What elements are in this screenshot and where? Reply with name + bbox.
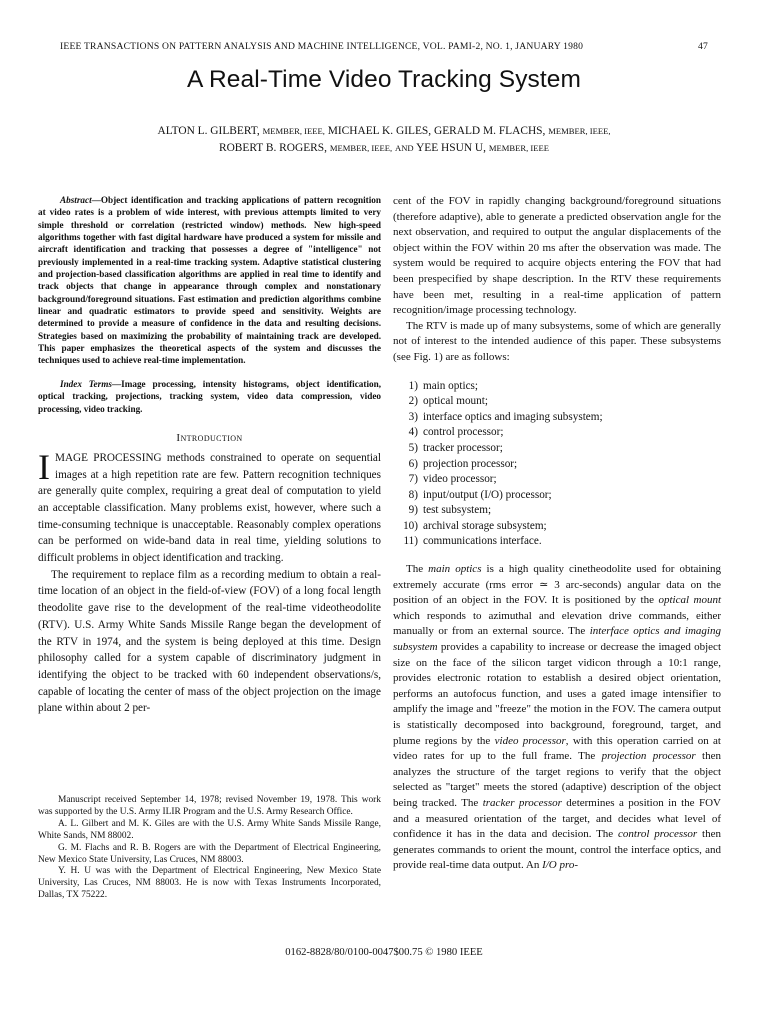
- list-item-number: 2): [408, 395, 418, 408]
- right-paragraph-1: cent of the FOV in rapidly changing background/foreground situations (therefore adaptive), able to generate a predicted observation angle for the next observation, and required to output the angular displacements of the object within the FOV within 20 ms after the observation was made. The system would be required to acquire objects entering the FOV that had been prespecified by shape description. In the RTV these requirements have been met, resulting in a real-time application of pattern recognition/image processing technology.: [393, 195, 721, 317]
- index-terms-label: Index Terms: [60, 378, 112, 389]
- intro-paragraph-2: The requirement to replace film as a recording medium to obtain a real-time location of an object in the field-of-view (FOV) of a long focal length theodolite gave rise to the development of the real-time videotheodolite (RTV). U.S. Army White Sands Missile Range began the development of the RTV in 1974, and the system is being deployed at this time. Design philosophy called for a system capable of discriminatory judgment in identifying the object to be tracked with 60 independent observations/s, capable of locating the center of mass of the object projection on the image plane within about 2 per-: [38, 568, 381, 715]
- author-conjunction: AND: [395, 143, 414, 153]
- text-run: , with this operation carried on at video rates for up to the full frame. The: [393, 734, 721, 763]
- list-item-text: video processor;: [423, 473, 497, 486]
- list-item-text: communications interface.: [423, 535, 542, 548]
- drop-cap: I: [38, 446, 50, 487]
- list-item-number: 7): [408, 473, 418, 486]
- list-item: [393, 410, 721, 426]
- emphasized-term: video processor: [494, 734, 566, 747]
- list-item-number: 6): [408, 457, 418, 470]
- emphasized-term: I/O pro-: [542, 859, 579, 872]
- footnote: A. L. Gilbert and M. K. Giles are with the U.S. Army White Sands Missile Range, White Sands, NM 88002.: [38, 818, 381, 841]
- text-run: determines a position in the FOV and a measured orientation of the target, and decides what level of confidence it has in the data and decision. The: [393, 796, 721, 841]
- index-terms: [38, 378, 381, 415]
- list-item-number: 3): [408, 410, 418, 423]
- left-column: [38, 194, 381, 717]
- right-paragraph-2: The RTV is made up of many subsystems, some of which are generally not of interest to the intended audience of this paper. These subsystems (see Fig. 1) are as follows:: [393, 319, 721, 363]
- abstract: [38, 194, 381, 367]
- text-run: then analyzes the structure of the target regions to verify that the object selected as "target" meets the stored (adaptive) description of the object being tracked. The: [393, 750, 721, 809]
- list-item-text: optical mount;: [423, 395, 488, 408]
- list-item-number: 4): [408, 426, 418, 439]
- footnote: G. M. Flachs and R. B. Rogers are with the Department of Electrical Engineering, New Mexico State University, Las Cruces, NM 88003.: [38, 842, 381, 865]
- list-item-text: main optics;: [423, 379, 478, 392]
- list-item-number: 8): [408, 488, 418, 501]
- text-run: is a high quality cinetheodolite used for obtaining extremely accurate (rms error ≃ 3 arc-seconds) angular data on the position of an object in the FOV. It is positioned by the: [393, 563, 721, 607]
- list-item: [393, 394, 721, 410]
- text-run: then generates commands to orient the mount, control the interface optics, and provide real-time data output. An: [393, 828, 721, 872]
- author-line-1: [60, 123, 708, 140]
- list-item: [393, 425, 721, 441]
- list-item-text: interface optics and imaging subsystem;: [423, 410, 603, 423]
- abstract-text: —Object identification and tracking applications of pattern recognition at video rates is a problem of wide interest, with previous attempts limited to very simple threshold or correlation (restricted window) methods. New high-speed algorithms together with fast digital hardware have produced a system for missile and aircraft identification and tracking that possesses a degree of "intelligence" not previously implemented in a real-time tracking system. Adaptive statistical clustering and projection-based classification algorithms are applied in real time to identify and track objects that change in appearance through complex and nonstationary background/foreground situations. Fast estimation and prediction algorithms combine linear and quadratic estimators to provide speed and sensitivity. Weights are determined to provide a measure of confidence in the data and resulting decisions. Strategies based on maximizing the probability of maintaining track are developed. This paper emphasizes the theoretical aspects of the system and discusses the techniques used to achieve real-time implementation.: [38, 195, 381, 366]
- subsystem-list: [393, 379, 721, 551]
- author-name: YEE HSUN U,: [416, 142, 486, 154]
- right-column: [393, 194, 721, 874]
- author-name: GERALD M. FLACHS,: [433, 125, 546, 137]
- list-item-text: test subsystem;: [423, 504, 492, 517]
- text-run: which responds to azimuthal and elevation drive commands, either manually or from an external source. The: [393, 609, 721, 638]
- abstract-label: Abstract: [60, 195, 92, 205]
- list-item-number: 5): [408, 441, 418, 454]
- intro-paragraph-1-text: MAGE PROCESSING methods constrained to operate on sequential images at a high repetition rate are few. Pattern recognition techniques are generally quite complex, requiring a great deal of computation to yield an acceptable classification. Many problems exist, however, where such a time-consuming technique is unacceptable. Reasonably complex operations can be performed on wide-band data in real time, yielding solutions to difficult problems in object identification and tracking.: [38, 451, 381, 565]
- emphasized-term: optical mount: [658, 594, 721, 607]
- list-item-number: 11): [403, 535, 418, 548]
- emphasized-term: interface optics and imaging subsystem: [393, 625, 721, 654]
- index-terms-text: —Image processing, intensity histograms, object identification, optical tracking, projections, tracking system, video data compression, video processing, video tracking.: [38, 378, 381, 414]
- section-heading-introduction: Introduction: [176, 431, 243, 444]
- list-item-number: 1): [408, 379, 418, 392]
- footnotes: [38, 795, 381, 902]
- author-name: ROBERT B. ROGERS,: [218, 142, 327, 154]
- paper-title: A Real-Time Video Tracking System: [186, 66, 582, 93]
- list-item: [393, 457, 721, 473]
- list-item-text: projection processor;: [423, 457, 518, 470]
- list-item: [393, 519, 721, 535]
- list-item-text: control processor;: [423, 426, 504, 439]
- introduction-body: [38, 446, 381, 717]
- list-item: [393, 503, 721, 519]
- right-body: [393, 194, 721, 366]
- footnote: Y. H. U was with the Department of Electrical Engineering, New Mexico State University, Las Cruces, NM 88003. He is now with Texas Instruments Incorporated, Dallas, TX 75222.: [38, 866, 381, 901]
- author-list: [60, 123, 708, 157]
- intro-paragraph-1: [38, 446, 381, 567]
- copyright-footer: 0162-8828/80/0100-0047$00.75 © 1980 IEEE: [285, 947, 483, 958]
- page-number: 47: [698, 41, 708, 52]
- emphasized-term: tracker processor: [482, 796, 562, 809]
- emphasized-term: main optics: [428, 563, 482, 576]
- list-item-number: 10): [403, 519, 418, 532]
- text-run: The: [406, 563, 429, 576]
- emphasized-term: control processor: [618, 828, 698, 841]
- list-item-text: input/output (I/O) processor;: [423, 488, 552, 501]
- author-membership: MEMBER, IEEE: [488, 143, 550, 153]
- text-run: provides a capability to increase or decrease the imaged object size on the face of the silicon target vidicon through a 10:1 range, provides electronic rotation to establish a desired object orientation, performs an autofocus function, and uses a gated image intensifier to amplify the image and "freeze" the motion in the FOV. The camera output is statistically decomposed into background, foreground, target, and plume regions by the: [393, 641, 721, 747]
- list-item-text: archival storage subsystem;: [423, 519, 547, 532]
- running-head: [60, 41, 708, 52]
- author-membership: MEMBER, IEEE,: [262, 126, 325, 136]
- right-paragraph-3: [393, 562, 721, 874]
- footnote: Manuscript received September 14, 1978; revised November 19, 1978. This work was supported by the U.S. Army ILIR Program and the U.S. Army Research Office.: [38, 795, 381, 817]
- list-item: [393, 379, 721, 395]
- list-item-text: tracker processor;: [423, 441, 503, 454]
- list-item-number: 9): [408, 504, 418, 517]
- list-item: [393, 472, 721, 488]
- author-membership: MEMBER, IEEE,: [329, 143, 393, 153]
- author-name: MICHAEL K. GILES,: [327, 125, 432, 137]
- author-line-2: [60, 140, 708, 157]
- emphasized-term: projection processor: [601, 750, 696, 763]
- list-item: [393, 534, 721, 550]
- list-item: [393, 441, 721, 457]
- list-item: [393, 488, 721, 504]
- author-membership: MEMBER, IEEE,: [548, 126, 611, 136]
- journal-name: IEEE TRANSACTIONS ON PATTERN ANALYSIS AND MACHINE INTELLIGENCE, VOL. PAMI-2, NO. 1, JANUARY 1980: [60, 41, 584, 52]
- right-body-2: [393, 562, 721, 874]
- author-name: ALTON L. GILBERT,: [157, 125, 260, 137]
